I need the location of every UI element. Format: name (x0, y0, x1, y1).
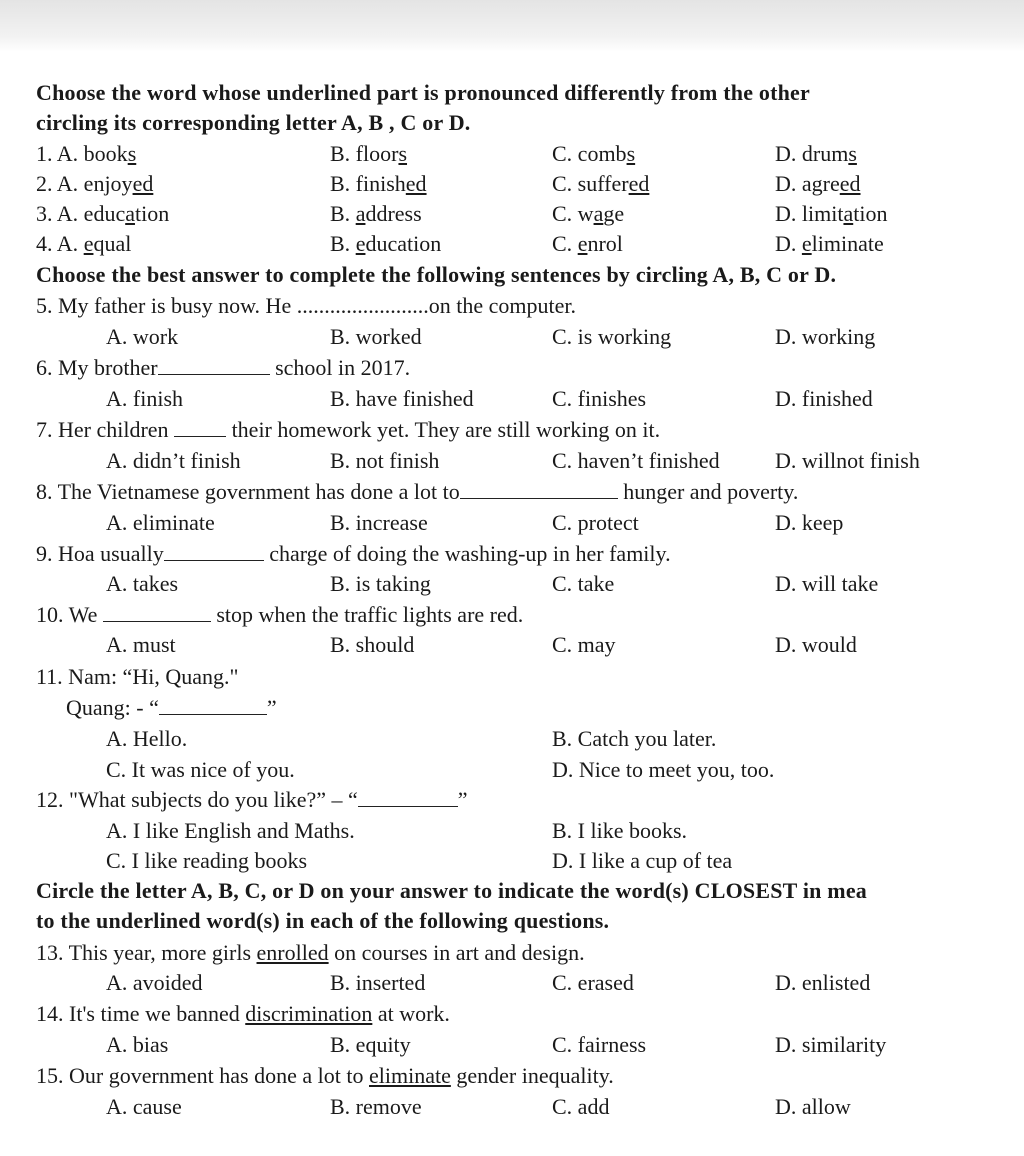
q8-option-a: A. eliminate (106, 510, 215, 535)
q2-option-a: 2. A. enjoyed (36, 171, 154, 196)
q10-option-d: D. would (775, 632, 857, 657)
q10-option-a: A. must (106, 632, 176, 657)
q7-option-c: C. haven’t finished (552, 448, 720, 473)
q10-option-b: B. should (330, 632, 415, 657)
q5-stem: 5. My father is busy now. He ........................on the computer. (36, 293, 576, 318)
answer-blank (159, 694, 267, 715)
q9-option-a: A. takes (106, 571, 179, 596)
q3-option-a: 3. A. education (36, 201, 170, 226)
q2-option-c: C. suffered (552, 171, 650, 196)
q15-option-b: B. remove (330, 1094, 422, 1119)
q14-stem: 14. It's time we banned discrimination at work. (36, 1001, 450, 1026)
q1-option-b: B. floors (330, 141, 408, 166)
q8-option-c: C. protect (552, 510, 639, 535)
section-heading-closest-cont: to the underlined word(s) in each of the following questions. (36, 908, 610, 933)
q6-option-b: B. have finished (330, 386, 474, 411)
q7-option-a: A. didn’t finish (106, 448, 241, 473)
q7-option-b: B. not finish (330, 448, 440, 473)
q5-option-b: B. worked (330, 324, 422, 349)
q4-option-a: 4. A. equal (36, 231, 132, 256)
q12-option-d: D. I like a cup of tea (552, 848, 733, 873)
q4-option-c: C. enrol (552, 231, 623, 256)
q15-option-a: A. cause (106, 1094, 182, 1119)
q9-stem: 9. Hoa usually charge of doing the washing-up in her family. (36, 541, 671, 566)
q14-option-b: B. equity (330, 1032, 411, 1057)
q1-option-a: 1. A. books (36, 141, 137, 166)
q8-stem: 8. The Vietnamese government has done a lot to hunger and poverty. (36, 479, 799, 504)
q12-option-b: B. I like books. (552, 818, 688, 843)
answer-blank (460, 478, 618, 499)
q12-option-c: C. I like reading books (106, 848, 308, 873)
q5-option-d: D. working (775, 324, 876, 349)
q1-option-c: C. combs (552, 141, 636, 166)
q5-option-a: A. work (106, 324, 179, 349)
section-heading-closest: Circle the letter A, B, C, or D on your answer to indicate the word(s) CLOSEST in mea (36, 878, 867, 903)
q3-option-d: D. limitation (775, 201, 888, 226)
q11-option-b: B. Catch you later. (552, 726, 717, 751)
q15-option-c: C. add (552, 1094, 610, 1119)
answer-blank (103, 601, 211, 622)
q11-line-quang: Quang: - “ ” (66, 695, 277, 720)
q9-option-b: B. is taking (330, 571, 431, 596)
q4-option-b: B. education (330, 231, 442, 256)
q5-option-c: C. is working (552, 324, 672, 349)
q7-option-d: D. willnot finish (775, 448, 920, 473)
q14-option-c: C. fairness (552, 1032, 647, 1057)
answer-blank (174, 416, 226, 437)
q4-option-d: D. eliminate (775, 231, 884, 256)
q14-option-a: A. bias (106, 1032, 169, 1057)
q8-option-d: D. keep (775, 510, 844, 535)
q9-option-c: C. take (552, 571, 615, 596)
section-heading-pronunciation-cont: circling its corresponding letter A, B , C or D. (36, 110, 471, 135)
q6-option-d: D. finished (775, 386, 873, 411)
q1-option-d: D. drums (775, 141, 857, 166)
q11-line-nam: 11. Nam: “Hi, Quang." (36, 664, 239, 689)
q6-option-c: C. finishes (552, 386, 647, 411)
answer-blank (158, 354, 270, 375)
q3-option-b: B. address (330, 201, 422, 226)
q13-stem: 13. This year, more girls enrolled on courses in art and design. (36, 940, 585, 965)
q15-stem: 15. Our government has done a lot to eliminate gender inequality. (36, 1063, 614, 1088)
photo-top-shadow (0, 0, 1024, 52)
section-heading-best-answer: Choose the best answer to complete the following sentences by circling A, B, C or D. (36, 262, 837, 287)
answer-blank (358, 786, 458, 807)
q6-stem: 6. My brother school in 2017. (36, 355, 411, 380)
q13-option-b: B. inserted (330, 970, 426, 995)
q2-option-d: D. agreed (775, 171, 861, 196)
q13-option-d: D. enlisted (775, 970, 871, 995)
q13-option-a: A. avoided (106, 970, 203, 995)
q14-option-d: D. similarity (775, 1032, 887, 1057)
q7-stem: 7. Her children their homework yet. They are still working on it. (36, 417, 661, 442)
q8-option-b: B. increase (330, 510, 428, 535)
q12-option-a: A. I like English and Maths. (106, 818, 355, 843)
q11-option-d: D. Nice to meet you, too. (552, 757, 775, 782)
q9-option-d: D. will take (775, 571, 879, 596)
q15-option-d: D. allow (775, 1094, 851, 1119)
answer-blank (164, 540, 264, 561)
q6-option-a: A. finish (106, 386, 183, 411)
q10-stem: 10. We stop when the traffic lights are red. (36, 602, 524, 627)
q13-option-c: C. erased (552, 970, 634, 995)
q11-option-a: A. Hello. (106, 726, 188, 751)
section-heading-pronunciation: Choose the word whose underlined part is pronounced differently from the other (36, 80, 810, 105)
q11-option-c: C. It was nice of you. (106, 757, 295, 782)
q2-option-b: B. finished (330, 171, 427, 196)
q3-option-c: C. wage (552, 201, 625, 226)
q10-option-c: C. may (552, 632, 616, 657)
q12-stem: 12. "What subjects do you like?” – “ ” (36, 787, 468, 812)
